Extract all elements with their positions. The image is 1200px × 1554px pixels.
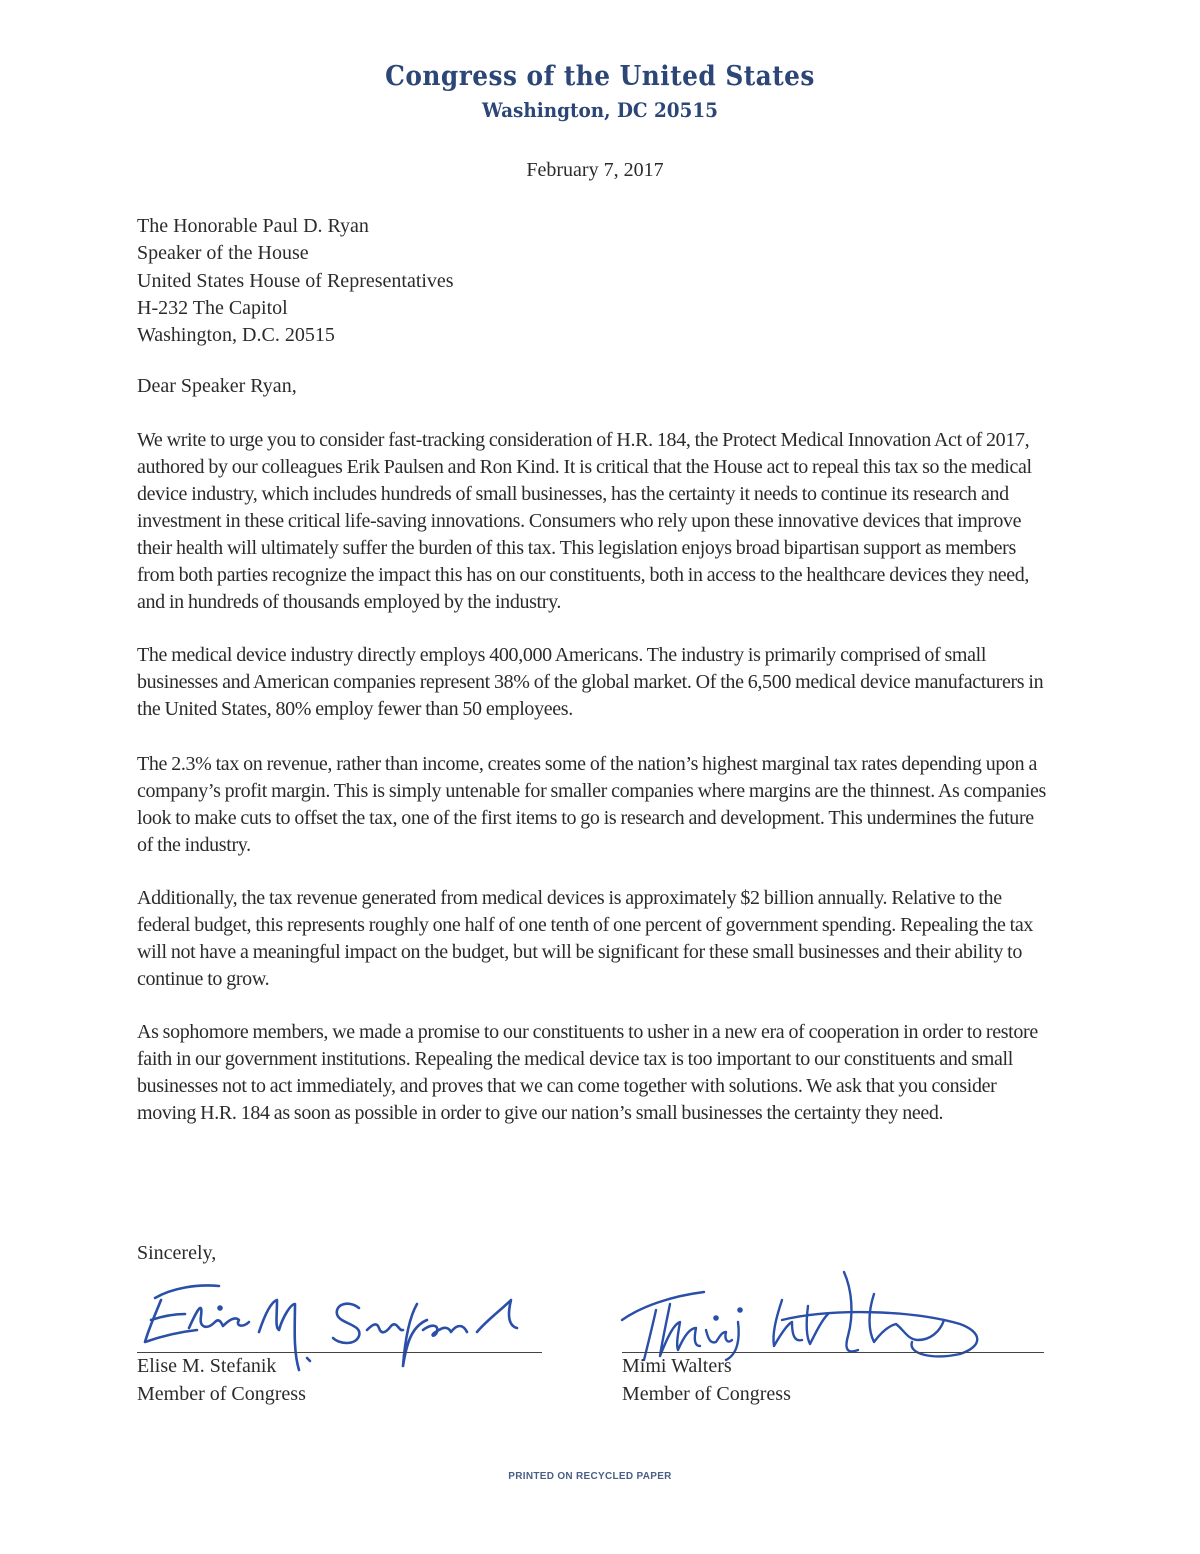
letterhead-title: Congress of the United States [385,61,815,92]
letter-body [137,427,1047,1153]
body-paragraph: We write to urge you to consider fast-tracking consideration of H.R. 184, the Protect Medical Innovation Act of 2017, authored by our colleagues Erik Paulsen and Ron Kind. It is critical that the House act to repeal this tax so the medical device industry, which includes hundreds of small businesses, has the certainty it needs to continue its research and investment in these critical life-saving innovations. Consumers who rely upon these innovative devices that improve their health will ultimately suffer the burden of this tax. This legislation enjoys broad bipartisan support as members from both parties recognize the impact this has on our constituents, both in access to the healthcare devices they need, and in hundreds of thousands employed by the industry. [137,429,1032,613]
recipient-line: The Honorable Paul D. Ryan [137,215,369,237]
recipient-line: United States House of Representatives [137,269,454,292]
signatory-name: Elise M. Stefanik [137,1355,277,1377]
body-paragraph: As sophomore members, we made a promise to our constituents to usher in a new era of cooperation in order to restore faith in our government institutions. Repealing the medical device tax is too important to our constituents and small businesses not to act immediately, and proves that we can come together with solutions. We ask that you consider moving H.R. 184 as soon as possible in order to give our nation’s small businesses the certainty they need. [137,1021,1038,1124]
signatory-title: Member of Congress [137,1383,306,1405]
recycled-paper-notice: PRINTED ON RECYCLED PAPER [508,1471,672,1482]
body-paragraph: Additionally, the tax revenue generated from medical devices is approximately $2 billion annually. Relative to the federal budget, this represents roughly one half of one tenth of one percent of government spending. Repealing the tax will not have a meaningful impact on the budget, but will be significant for these small businesses and their ability to continue to grow. [137,887,1034,990]
body-paragraph: The medical device industry directly employs 400,000 Americans. The industry is primarily comprised of small businesses and American companies represent 38% of the global market. Of the 6,500 medical device manufacturers in the United States, 80% employ fewer than 50 employees. [137,644,1044,720]
recipient-line: H-232 The Capitol [137,296,288,319]
signatory-title: Member of Congress [622,1383,791,1405]
closing: Sincerely, [137,1242,217,1264]
letterhead-address: Washington, DC 20515 [482,98,718,122]
recipient-address [137,213,454,349]
recipient-line: Washington, D.C. 20515 [137,324,335,347]
signatory-name: Mimi Walters [622,1355,732,1377]
body-paragraph: The 2.3% tax on revenue, rather than income, creates some of the nation’s highest marginal tax rates depending upon a company’s profit margin. This is simply untenable for smaller companies where margins are the thinnest. As companies look to make cuts to offset the tax, one of the first items to go is research and development. This undermines the future of the industry. [137,753,1046,856]
salutation: Dear Speaker Ryan, [137,375,297,397]
letter-date: February 7, 2017 [526,159,664,181]
recipient-line: Speaker of the House [137,242,309,265]
letterhead [0,60,1200,124]
